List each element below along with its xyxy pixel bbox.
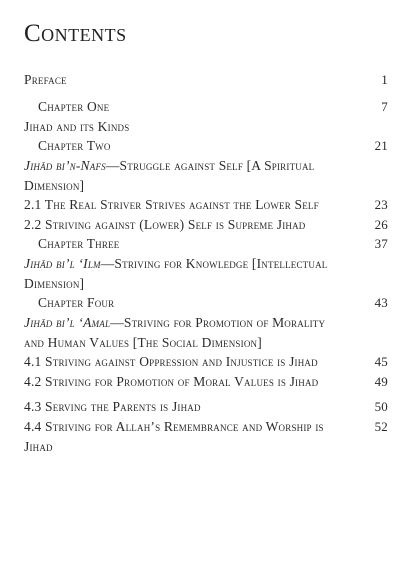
toc-page-number: 45 [374,354,388,370]
toc-chapter-title[interactable] [24,117,388,137]
toc-section-4-2[interactable] [24,372,388,392]
toc-entry-text: 2.1 The Real Striver Strives against the Lower Self [24,197,319,212]
toc-entry-text: 4.4 Striving for Allah’s Remembrance and Worship is Jihad [24,418,324,454]
toc-entry-rest: —Striving for Knowledge [Intellectual Dimension] [24,256,328,291]
toc-section-4-1[interactable] [24,352,388,372]
toc-page-number: 7 [381,98,388,114]
toc-chapter-title[interactable] [24,156,388,195]
toc-chapter-four[interactable] [24,293,388,313]
toc-entry-text: 4.2 Striving for Promotion of Moral Values is Jihad [24,373,319,389]
table-of-contents [24,70,388,456]
toc-entry-text [24,156,388,195]
toc-chapter-one[interactable] [24,97,388,117]
toc-page-number: 52 [374,418,388,434]
toc-page-number: 1 [381,72,388,87]
toc-entry-text [24,313,388,352]
toc-entry-text [24,254,388,293]
toc-entry-text: Preface [24,72,67,87]
toc-entry-text: 2.2 Striving against (Lower) Self is Supreme Jihad [24,216,306,232]
toc-entry-text: Chapter One [38,98,110,114]
toc-page-number: 49 [374,373,388,389]
toc-page-number: 23 [374,197,388,212]
toc-entry-rest: —Struggle against Self [A Spiritual Dimension] [24,158,315,193]
toc-page-number: 26 [374,216,388,232]
toc-chapter-three[interactable] [24,234,388,254]
toc-italic-term: Jihād bi’n-Nafs [24,158,106,173]
toc-chapter-title[interactable] [24,254,388,293]
toc-entry-text: Jihad and its Kinds [24,118,130,134]
toc-page-number: 50 [374,399,388,415]
toc-section-2-2[interactable] [24,215,388,235]
toc-entry-text: 4.1 Striving against Oppression and Injustice is Jihad [24,354,318,370]
toc-entry-rest: —Striving for Promotion of Morality and Human Values [The Social Dimension] [24,315,326,350]
toc-section-4-4[interactable] [24,417,388,456]
page-title: Contents [24,20,127,47]
toc-italic-term: Jihād bi’l ‘Ilm [24,256,101,272]
toc-page-number: 43 [374,295,388,311]
toc-page-number: 37 [374,236,388,252]
toc-section-4-3[interactable] [24,397,388,417]
toc-entry-preface[interactable] [24,70,388,90]
toc-entry-text: Chapter Two [38,138,111,153]
toc-entry-text: Chapter Three [38,236,120,252]
toc-chapter-two[interactable] [24,136,388,156]
toc-section-2-1[interactable] [24,195,388,215]
toc-entry-text: 4.3 Serving the Parents is Jihad [24,399,201,415]
toc-chapter-title[interactable] [24,313,388,352]
toc-entry-text: Chapter Four [38,295,115,311]
toc-italic-term: Jihād bi’l ‘Amal [24,315,111,331]
toc-page-number: 21 [374,138,388,153]
